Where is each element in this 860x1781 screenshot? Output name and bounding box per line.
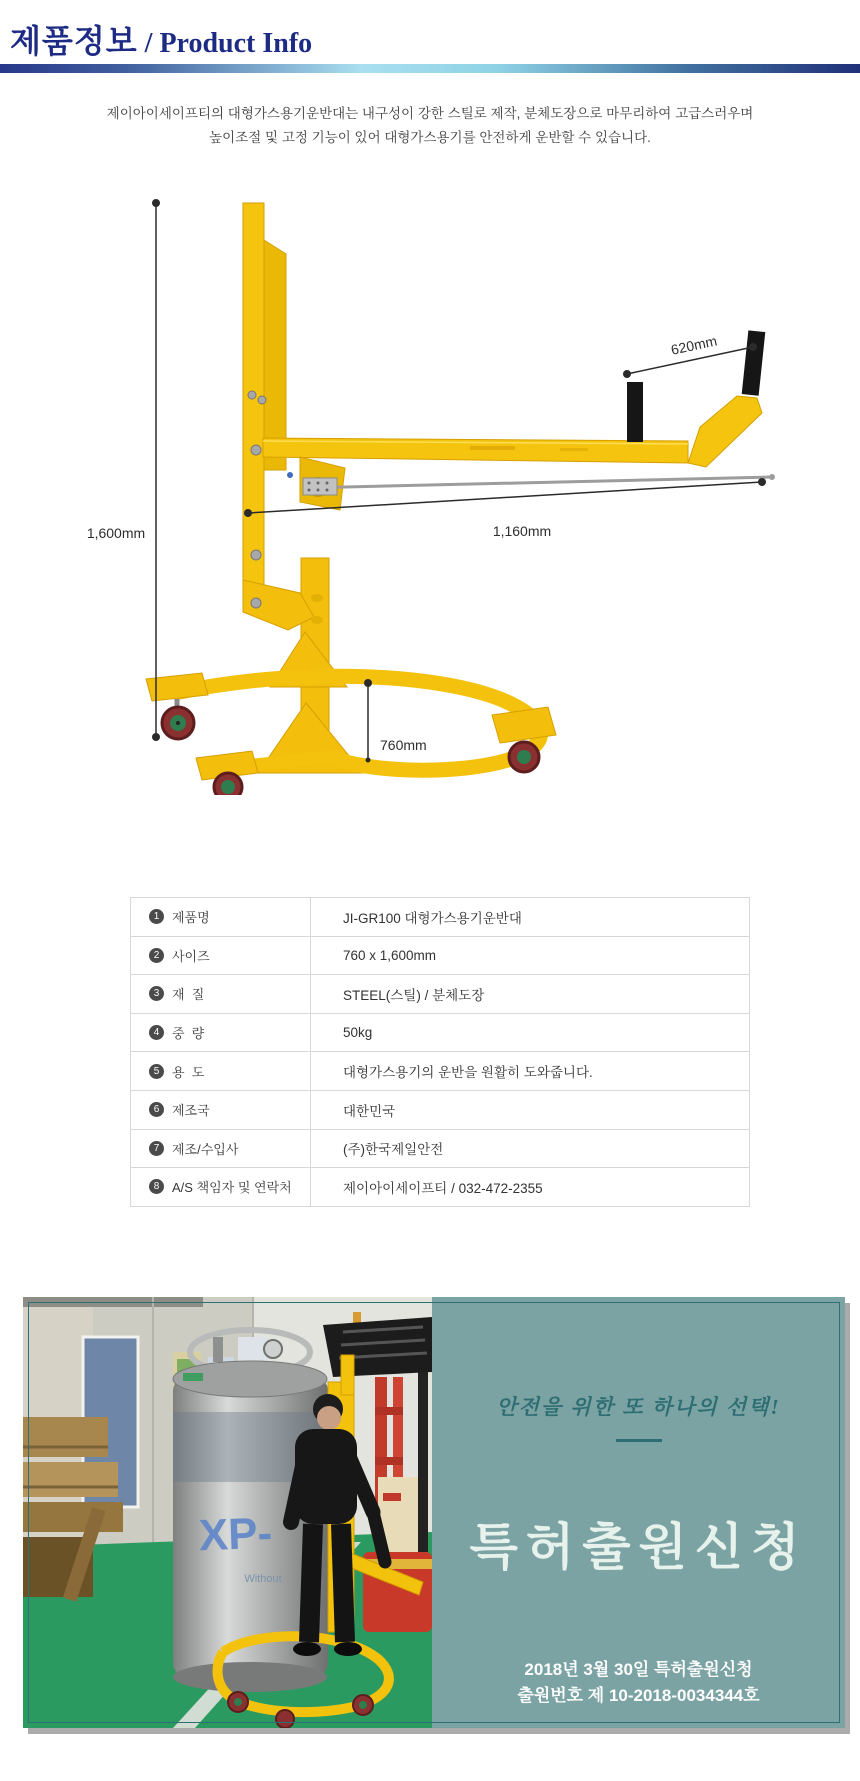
table-row (131, 1014, 749, 1053)
patent-title: 특허출원신청 (469, 1519, 808, 1575)
row-label: A/S 책임자 및 연락처 (172, 1180, 292, 1196)
cart-drawing (146, 203, 775, 795)
warehouse-photo (23, 1297, 432, 1728)
patent-panel (432, 1297, 845, 1728)
row-value: JI-GR100 대형가스용기운반대 (343, 910, 522, 926)
row-value: STEEL(스틸) / 분체도장 (343, 987, 485, 1003)
page-title-english: Product Info (159, 28, 313, 59)
row-label: 중 량 (172, 1026, 205, 1042)
row-number-badge: 1 (149, 909, 164, 924)
row-value: 760 x 1,600mm (343, 947, 437, 963)
row-number-badge: 2 (149, 948, 164, 963)
intro-line-2: 높이조절 및 고정 기능이 있어 대형가스용기를 안전하게 운반할 수 있습니다. (209, 130, 651, 145)
row-number-badge: 6 (149, 1102, 164, 1117)
row-number-badge: 3 (149, 986, 164, 1001)
title-gradient-bar (0, 64, 860, 73)
slogan-divider (616, 1439, 662, 1442)
spec-table (130, 897, 750, 1207)
dim-label-depth: 760mm (380, 737, 427, 753)
row-value: (주)한국제일안전 (343, 1142, 444, 1158)
row-value: 제이아이세이프티 / 032-472-2355 (343, 1180, 543, 1196)
cylinder-label: XP- (197, 1508, 274, 1561)
row-label: 사이즈 (172, 948, 210, 964)
row-number-badge: 8 (149, 1179, 164, 1194)
dim-label-height: 1,600mm (86, 525, 146, 541)
table-row (131, 1130, 749, 1169)
patent-banner (23, 1297, 845, 1728)
table-row (131, 1052, 749, 1091)
row-label: 용 도 (172, 1064, 205, 1080)
row-number-badge: 7 (149, 1141, 164, 1156)
row-label: 제품명 (172, 910, 210, 926)
row-value: 대한민국 (343, 1103, 396, 1119)
patent-number: 출원번호 제 10-2018-0034344호 (517, 1686, 760, 1705)
patent-date: 2018년 3월 30일 특허출원신청 (524, 1660, 753, 1679)
dim-label-top: 620mm (669, 332, 719, 358)
row-number-badge: 4 (149, 1025, 164, 1040)
cylinder-sublabel: Without (244, 1573, 282, 1585)
row-number-badge: 5 (149, 1064, 164, 1079)
table-row (131, 975, 749, 1014)
banner-slogan: 안전을 위한 또 하나의 선택! (496, 1395, 781, 1419)
page-title-korean: 제품정보 (10, 23, 138, 59)
dim-label-length: 1,160mm (492, 523, 552, 539)
row-value: 대형가스용기의 운반을 원활히 도와줍니다. (343, 1065, 593, 1081)
page-title-separator: / (137, 28, 160, 59)
product-dimension-figure (0, 180, 860, 795)
page-title (10, 16, 312, 62)
row-label: 제조국 (172, 1103, 210, 1119)
row-label: 제조/수입사 (172, 1141, 239, 1157)
row-label: 재 질 (172, 987, 205, 1003)
table-row (131, 1168, 749, 1207)
table-row (131, 898, 749, 937)
row-value: 50kg (343, 1025, 373, 1041)
patent-footer (432, 1657, 845, 1709)
intro-line-1: 제이아이세이프티의 대형가스용기운반대는 내구성이 강한 스틸로 제작, 분체도장으로 마무리하여 고급스러우며 (106, 106, 754, 121)
table-row (131, 937, 749, 976)
table-row (131, 1091, 749, 1130)
intro-paragraph (0, 102, 860, 150)
